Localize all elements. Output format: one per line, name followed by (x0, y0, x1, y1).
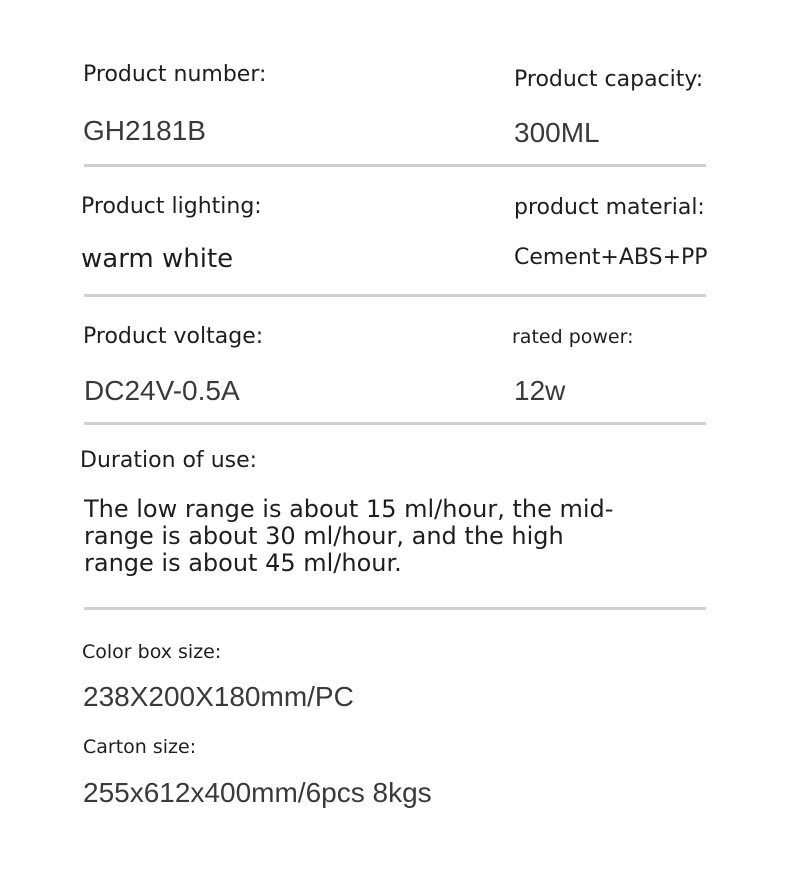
divider (84, 164, 706, 167)
duration-label: Duration of use: (80, 448, 258, 473)
product-lighting-label: Product lighting: (81, 194, 262, 219)
duration-line: The low range is about 15 ml/hour, the mid- (84, 495, 614, 523)
product-material-label: product material: (514, 195, 705, 220)
product-lighting-value: warm white (81, 244, 234, 274)
duration-line: range is about 30 ml/hour, and the high (84, 522, 564, 550)
duration-description (84, 496, 644, 577)
rated-power-label: rated power: (512, 326, 634, 348)
duration-line: range is about 45 ml/hour. (84, 549, 402, 577)
product-voltage-value: DC24V-0.5A (84, 375, 240, 406)
divider (84, 607, 706, 610)
product-material-value: Cement+ABS+PP (514, 245, 708, 270)
product-number-label: Product number: (83, 62, 267, 87)
divider (84, 422, 706, 425)
product-capacity-label: Product capacity: (514, 67, 704, 92)
color-box-size-value: 238X200X180mm/PC (83, 681, 354, 712)
divider (84, 294, 706, 297)
carton-size-value: 255x612x400mm/6pcs 8kgs (83, 777, 432, 808)
product-number-value: GH2181B (83, 115, 206, 146)
product-voltage-label: Product voltage: (83, 324, 264, 349)
product-capacity-value: 300ML (514, 117, 600, 148)
carton-size-label: Carton size: (83, 736, 197, 758)
rated-power-value: 12w (514, 375, 566, 406)
color-box-size-label: Color box size: (82, 641, 222, 663)
